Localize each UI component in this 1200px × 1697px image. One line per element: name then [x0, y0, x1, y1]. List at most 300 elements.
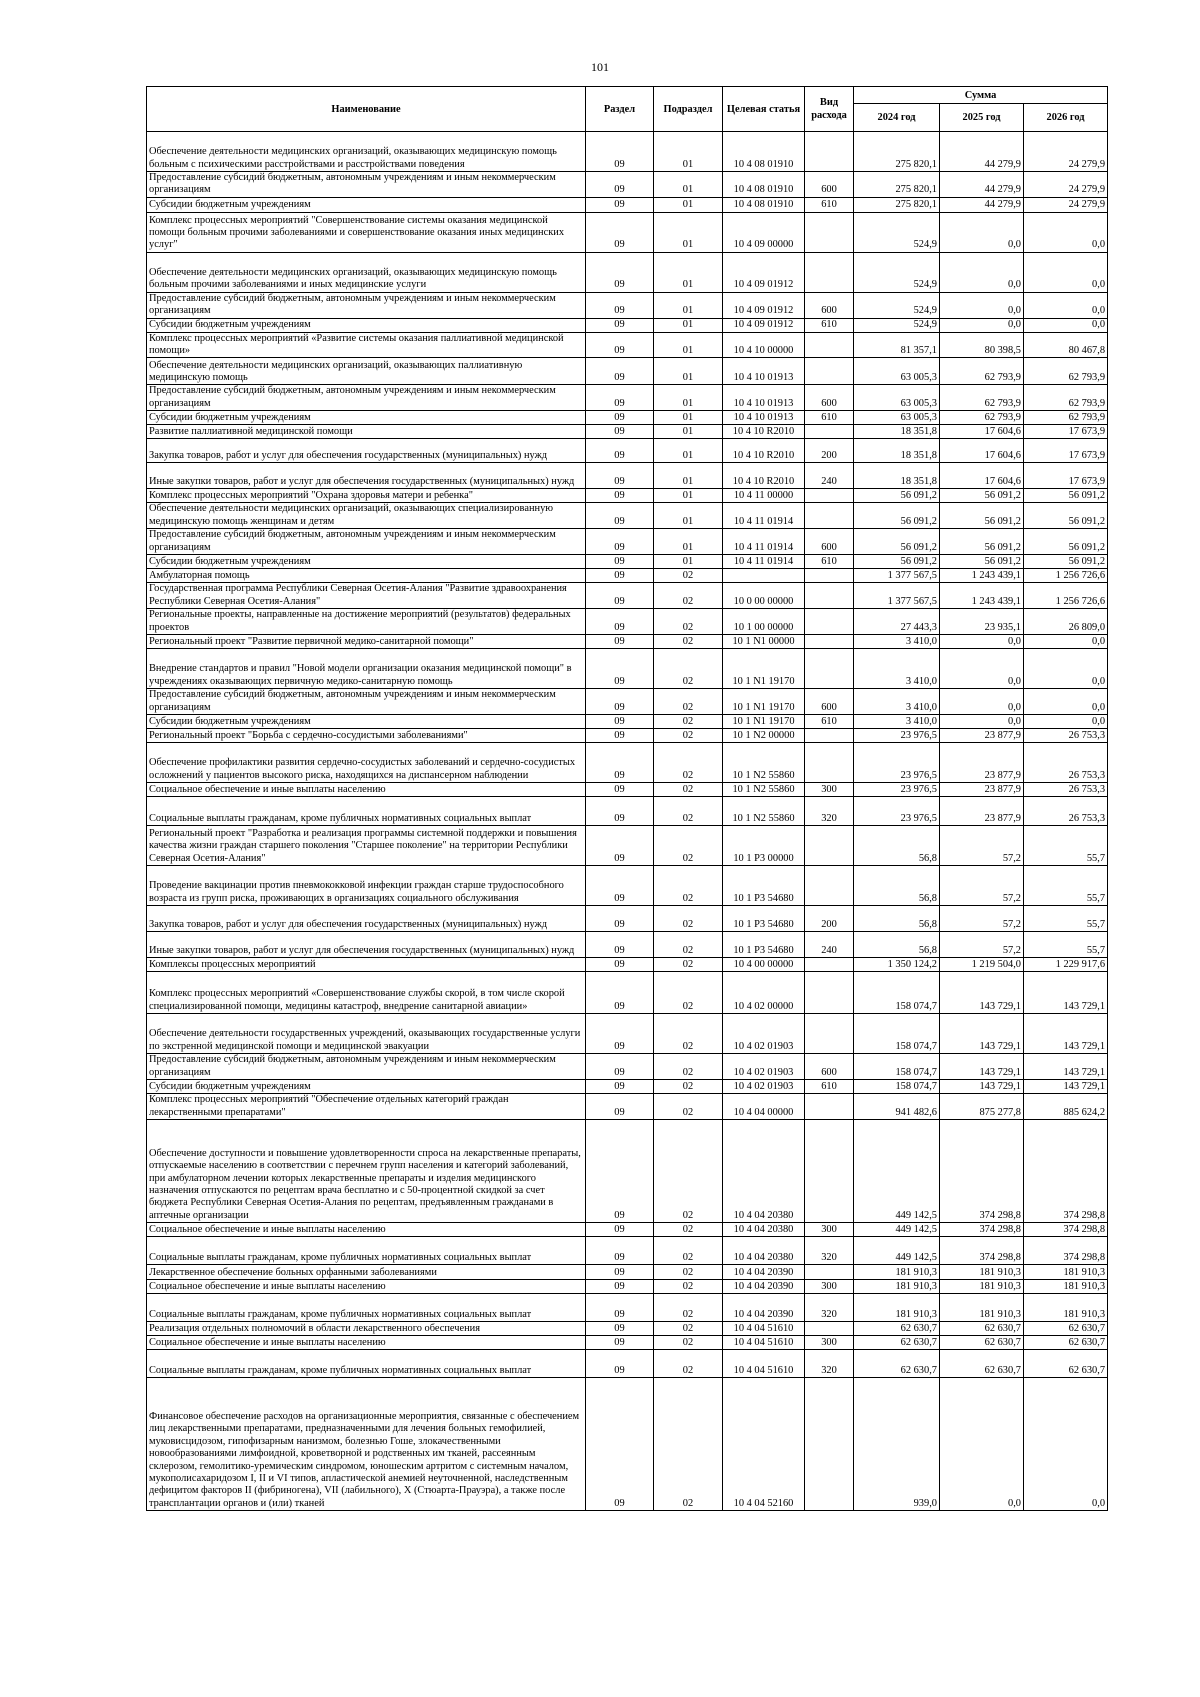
row-section: 09 [586, 332, 654, 358]
row-subsection: 01 [654, 172, 723, 198]
row-target-code: 10 4 11 01914 [723, 529, 805, 555]
row-sum-2024: 56,8 [854, 866, 940, 906]
row-sum-2026: 181 910,3 [1024, 1280, 1108, 1294]
row-sum-2024: 181 910,3 [854, 1265, 940, 1280]
row-sum-2025: 44 279,9 [940, 197, 1024, 212]
row-target-code: 10 1 P3 00000 [723, 826, 805, 866]
row-expense-type [805, 252, 854, 292]
row-sum-2025: 0,0 [940, 318, 1024, 332]
row-name: Социальное обеспечение и иные выплаты населению [147, 783, 586, 797]
row-subsection: 02 [654, 797, 723, 826]
row-section: 09 [586, 1237, 654, 1265]
row-sum-2025: 57,2 [940, 906, 1024, 932]
row-sum-2026: 17 673,9 [1024, 439, 1108, 463]
row-sum-2026: 0,0 [1024, 212, 1108, 252]
row-sum-2025: 0,0 [940, 689, 1024, 715]
row-sum-2026: 1 256 726,6 [1024, 583, 1108, 609]
row-section: 09 [586, 439, 654, 463]
row-name: Субсидии бюджетным учреждениям [147, 555, 586, 569]
row-subsection: 01 [654, 197, 723, 212]
row-sum-2026: 0,0 [1024, 292, 1108, 318]
row-sum-2026: 0,0 [1024, 318, 1108, 332]
row-section: 09 [586, 1265, 654, 1280]
row-name: Предоставление субсидий бюджетным, автономным учреждениям и иным некоммерческим организациям [147, 1054, 586, 1080]
row-section: 09 [586, 729, 654, 743]
row-subsection: 02 [654, 1080, 723, 1094]
row-sum-2026: 62 630,7 [1024, 1350, 1108, 1378]
row-name: Предоставление субсидий бюджетным, автономным учреждениям и иным некоммерческим организациям [147, 385, 586, 411]
row-sum-2026: 1 229 917,6 [1024, 958, 1108, 972]
row-sum-2026: 0,0 [1024, 649, 1108, 689]
row-sum-2025: 0,0 [940, 715, 1024, 729]
row-sum-2025: 17 604,6 [940, 439, 1024, 463]
row-section: 09 [586, 503, 654, 529]
row-expense-type [805, 1014, 854, 1054]
row-sum-2026: 143 729,1 [1024, 1014, 1108, 1054]
row-sum-2026: 0,0 [1024, 252, 1108, 292]
row-target-code: 10 1 P3 54680 [723, 866, 805, 906]
row-sum-2024: 63 005,3 [854, 411, 940, 425]
row-expense-type [805, 1322, 854, 1336]
row-expense-type [805, 826, 854, 866]
table-row [147, 635, 1108, 649]
table-row [147, 411, 1108, 425]
row-name: Региональный проект "Разработка и реализация программы системной поддержки и повышения качества жизни граждан старшего поколения "Старшее поколение" на территории Республики Северная Осетия-Алания" [147, 826, 586, 866]
row-sum-2026: 26 809,0 [1024, 609, 1108, 635]
col-header-2026: 2026 год [1024, 104, 1108, 132]
row-target-code [723, 569, 805, 583]
row-subsection: 01 [654, 503, 723, 529]
table-row [147, 569, 1108, 583]
row-subsection: 01 [654, 463, 723, 489]
row-name: Иные закупки товаров, работ и услуг для обеспечения государственных (муниципальных) нужд [147, 463, 586, 489]
row-sum-2025: 44 279,9 [940, 172, 1024, 198]
row-sum-2024: 3 410,0 [854, 689, 940, 715]
row-target-code: 10 4 02 01903 [723, 1080, 805, 1094]
row-expense-type: 320 [805, 1294, 854, 1322]
row-sum-2025: 62 793,9 [940, 385, 1024, 411]
row-sum-2024: 181 910,3 [854, 1280, 940, 1294]
row-target-code: 10 4 10 R2010 [723, 463, 805, 489]
row-section: 09 [586, 555, 654, 569]
row-target-code: 10 4 04 52160 [723, 1378, 805, 1511]
table-row [147, 972, 1108, 1014]
row-target-code: 10 1 N1 19170 [723, 689, 805, 715]
row-sum-2024: 524,9 [854, 252, 940, 292]
row-subsection: 01 [654, 439, 723, 463]
table-row [147, 1322, 1108, 1336]
table-row [147, 212, 1108, 252]
row-target-code: 10 4 10 R2010 [723, 425, 805, 439]
row-sum-2024: 158 074,7 [854, 1054, 940, 1080]
table-row [147, 555, 1108, 569]
row-sum-2024: 62 630,7 [854, 1336, 940, 1350]
row-expense-type: 300 [805, 1336, 854, 1350]
row-target-code: 10 1 N2 55860 [723, 797, 805, 826]
row-target-code: 10 4 04 20380 [723, 1237, 805, 1265]
row-subsection: 02 [654, 1350, 723, 1378]
row-expense-type [805, 425, 854, 439]
row-expense-type [805, 1094, 854, 1120]
row-sum-2024: 939,0 [854, 1378, 940, 1511]
row-target-code: 10 1 N2 55860 [723, 783, 805, 797]
row-sum-2024: 62 630,7 [854, 1350, 940, 1378]
row-target-code: 10 4 09 01912 [723, 318, 805, 332]
table-row [147, 1094, 1108, 1120]
row-sum-2024: 23 976,5 [854, 783, 940, 797]
table-row [147, 439, 1108, 463]
row-sum-2024: 524,9 [854, 318, 940, 332]
row-expense-type: 600 [805, 529, 854, 555]
row-sum-2024: 63 005,3 [854, 385, 940, 411]
row-subsection: 02 [654, 1223, 723, 1237]
table-row [147, 715, 1108, 729]
row-name: Социальные выплаты гражданам, кроме публичных нормативных социальных выплат [147, 1350, 586, 1378]
row-sum-2024: 23 976,5 [854, 743, 940, 783]
table-row [147, 503, 1108, 529]
table-row [147, 1336, 1108, 1350]
row-target-code: 10 4 08 01910 [723, 132, 805, 172]
row-target-code: 10 1 N1 19170 [723, 649, 805, 689]
table-row [147, 783, 1108, 797]
row-name: Обеспечение доступности и повышение удовлетворенности спроса на лекарственные препараты, отпускаемые населению в соответствии с перечнем групп населения и категорий заболеваний, при амбулаторном лечении которых лекарственные препараты и изделия медицинского назначения отпускаются по рецептам врача бесплатно и с 50-процентной скидкой за счет бюджета Республики Северная Осетия-Алания по рецептам, предъявленным гражданами в аптечные организации [147, 1120, 586, 1223]
row-sum-2025: 0,0 [940, 212, 1024, 252]
row-subsection: 01 [654, 252, 723, 292]
row-sum-2025: 181 910,3 [940, 1294, 1024, 1322]
row-expense-type: 200 [805, 906, 854, 932]
row-target-code: 10 4 08 01910 [723, 197, 805, 212]
row-section: 09 [586, 1080, 654, 1094]
table-row [147, 689, 1108, 715]
row-sum-2025: 374 298,8 [940, 1120, 1024, 1223]
row-name: Лекарственное обеспечение больных орфанными заболеваниями [147, 1265, 586, 1280]
row-sum-2025: 143 729,1 [940, 1080, 1024, 1094]
table-row [147, 1054, 1108, 1080]
row-target-code: 10 1 N2 55860 [723, 743, 805, 783]
row-section: 09 [586, 1350, 654, 1378]
row-sum-2026: 17 673,9 [1024, 425, 1108, 439]
row-name: Субсидии бюджетным учреждениям [147, 1080, 586, 1094]
row-subsection: 02 [654, 1120, 723, 1223]
row-sum-2024: 449 142,5 [854, 1237, 940, 1265]
row-expense-type [805, 743, 854, 783]
row-section: 09 [586, 743, 654, 783]
row-name: Социальные выплаты гражданам, кроме публичных нормативных социальных выплат [147, 1237, 586, 1265]
row-sum-2025: 1 219 504,0 [940, 958, 1024, 972]
table-row [147, 1223, 1108, 1237]
row-subsection: 02 [654, 1014, 723, 1054]
table-row [147, 649, 1108, 689]
row-expense-type [805, 866, 854, 906]
row-name: Обеспечение деятельности медицинских организаций, оказывающих медицинскую помощь больным с психическими расстройствами и расстройствами поведения [147, 132, 586, 172]
row-subsection: 02 [654, 1322, 723, 1336]
row-sum-2026: 55,7 [1024, 906, 1108, 932]
row-target-code: 10 1 N1 00000 [723, 635, 805, 649]
row-section: 09 [586, 906, 654, 932]
row-name: Региональный проект "Борьба с сердечно-сосудистыми заболеваниями" [147, 729, 586, 743]
row-expense-type: 300 [805, 1280, 854, 1294]
row-sum-2025: 56 091,2 [940, 529, 1024, 555]
row-name: Проведение вакцинации против пневмококковой инфекции граждан старше трудоспособного возраста из групп риска, проживающих в организациях социального обслуживания [147, 866, 586, 906]
row-target-code: 10 4 04 20390 [723, 1294, 805, 1322]
row-section: 09 [586, 318, 654, 332]
row-target-code: 10 4 04 20380 [723, 1120, 805, 1223]
row-sum-2026: 26 753,3 [1024, 729, 1108, 743]
row-subsection: 02 [654, 1054, 723, 1080]
row-sum-2024: 27 443,3 [854, 609, 940, 635]
row-name: Обеспечение деятельности государственных учреждений, оказывающих государственные услуги по экстренной медицинской помощи и медицинской эвакуации [147, 1014, 586, 1054]
row-name: Комплекс процессных мероприятий "Охрана здоровья матери и ребенка" [147, 489, 586, 503]
row-expense-type: 610 [805, 1080, 854, 1094]
row-sum-2026: 56 091,2 [1024, 529, 1108, 555]
row-target-code: 10 4 04 51610 [723, 1350, 805, 1378]
row-sum-2024: 524,9 [854, 212, 940, 252]
row-section: 09 [586, 1280, 654, 1294]
row-target-code: 10 4 10 00000 [723, 332, 805, 358]
row-target-code: 10 4 08 01910 [723, 172, 805, 198]
row-sum-2024: 56 091,2 [854, 555, 940, 569]
budget-table [146, 86, 1108, 1511]
row-name: Субсидии бюджетным учреждениям [147, 411, 586, 425]
table-row [147, 583, 1108, 609]
table-row [147, 743, 1108, 783]
row-subsection: 02 [654, 866, 723, 906]
row-subsection: 02 [654, 906, 723, 932]
row-sum-2025: 181 910,3 [940, 1265, 1024, 1280]
row-sum-2024: 81 357,1 [854, 332, 940, 358]
row-section: 09 [586, 583, 654, 609]
row-sum-2024: 158 074,7 [854, 1080, 940, 1094]
row-sum-2026: 24 279,9 [1024, 132, 1108, 172]
row-section: 09 [586, 635, 654, 649]
table-row [147, 932, 1108, 958]
row-sum-2025: 0,0 [940, 1378, 1024, 1511]
row-subsection: 01 [654, 292, 723, 318]
row-subsection: 01 [654, 555, 723, 569]
table-row [147, 385, 1108, 411]
row-sum-2024: 158 074,7 [854, 972, 940, 1014]
row-sum-2025: 143 729,1 [940, 1014, 1024, 1054]
row-section: 09 [586, 1322, 654, 1336]
row-sum-2026: 24 279,9 [1024, 172, 1108, 198]
row-sum-2025: 23 877,9 [940, 783, 1024, 797]
row-sum-2026: 55,7 [1024, 866, 1108, 906]
table-row [147, 463, 1108, 489]
row-sum-2024: 275 820,1 [854, 172, 940, 198]
row-sum-2026: 26 753,3 [1024, 743, 1108, 783]
row-expense-type: 240 [805, 463, 854, 489]
row-subsection: 02 [654, 1294, 723, 1322]
row-expense-type [805, 132, 854, 172]
row-target-code: 10 4 00 00000 [723, 958, 805, 972]
row-expense-type [805, 332, 854, 358]
row-subsection: 02 [654, 826, 723, 866]
row-subsection: 01 [654, 318, 723, 332]
row-sum-2024: 23 976,5 [854, 729, 940, 743]
row-expense-type: 610 [805, 715, 854, 729]
row-target-code: 10 1 00 00000 [723, 609, 805, 635]
row-subsection: 02 [654, 609, 723, 635]
row-subsection: 02 [654, 583, 723, 609]
row-sum-2024: 18 351,8 [854, 439, 940, 463]
row-sum-2024: 181 910,3 [854, 1294, 940, 1322]
row-name: Социальное обеспечение и иные выплаты населению [147, 1223, 586, 1237]
row-subsection: 02 [654, 1237, 723, 1265]
row-sum-2024: 449 142,5 [854, 1120, 940, 1223]
row-name: Региональные проекты, направленные на достижение мероприятий (результатов) федеральных проектов [147, 609, 586, 635]
row-expense-type [805, 1378, 854, 1511]
table-row [147, 866, 1108, 906]
row-expense-type [805, 212, 854, 252]
row-sum-2025: 56 091,2 [940, 503, 1024, 529]
row-target-code: 10 4 02 01903 [723, 1014, 805, 1054]
table-row [147, 1265, 1108, 1280]
row-name: Иные закупки товаров, работ и услуг для обеспечения государственных (муниципальных) нужд [147, 932, 586, 958]
row-expense-type [805, 583, 854, 609]
row-name: Обеспечение деятельности медицинских организаций, оказывающих медицинскую помощь больным прочими заболеваниями и иных медицинские услуги [147, 252, 586, 292]
row-sum-2025: 374 298,8 [940, 1223, 1024, 1237]
row-expense-type [805, 609, 854, 635]
table-body [147, 132, 1108, 1511]
row-subsection: 02 [654, 1265, 723, 1280]
row-sum-2026: 62 793,9 [1024, 385, 1108, 411]
row-sum-2025: 143 729,1 [940, 972, 1024, 1014]
table-row [147, 172, 1108, 198]
row-section: 09 [586, 715, 654, 729]
row-sum-2026: 55,7 [1024, 932, 1108, 958]
table-row [147, 292, 1108, 318]
row-sum-2025: 62 630,7 [940, 1350, 1024, 1378]
row-subsection: 02 [654, 1336, 723, 1350]
row-name: Закупка товаров, работ и услуг для обеспечения государственных (муниципальных) нужд [147, 439, 586, 463]
row-target-code: 10 4 10 01913 [723, 358, 805, 385]
row-expense-type [805, 729, 854, 743]
table-row [147, 197, 1108, 212]
row-name: Развитие паллиативной медицинской помощи [147, 425, 586, 439]
row-expense-type: 610 [805, 555, 854, 569]
row-section: 09 [586, 358, 654, 385]
row-sum-2024: 3 410,0 [854, 635, 940, 649]
row-subsection: 02 [654, 1280, 723, 1294]
row-target-code: 10 4 04 20380 [723, 1223, 805, 1237]
row-target-code: 10 4 10 01913 [723, 385, 805, 411]
row-expense-type: 610 [805, 411, 854, 425]
row-sum-2025: 23 877,9 [940, 797, 1024, 826]
row-subsection: 01 [654, 385, 723, 411]
row-sum-2026: 0,0 [1024, 689, 1108, 715]
row-expense-type: 600 [805, 1054, 854, 1080]
row-name: Социальное обеспечение и иные выплаты населению [147, 1336, 586, 1350]
page-number: 101 [591, 60, 609, 74]
row-sum-2024: 1 377 567,5 [854, 569, 940, 583]
row-section: 09 [586, 489, 654, 503]
row-sum-2024: 56 091,2 [854, 489, 940, 503]
row-target-code: 10 4 11 01914 [723, 503, 805, 529]
row-section: 09 [586, 411, 654, 425]
row-name: Комплексы процессных мероприятий [147, 958, 586, 972]
row-subsection: 01 [654, 358, 723, 385]
row-sum-2025: 374 298,8 [940, 1237, 1024, 1265]
table-row [147, 1350, 1108, 1378]
row-sum-2026: 374 298,8 [1024, 1223, 1108, 1237]
row-subsection: 02 [654, 932, 723, 958]
row-sum-2025: 62 630,7 [940, 1322, 1024, 1336]
col-header-2024: 2024 год [854, 104, 940, 132]
row-expense-type: 320 [805, 797, 854, 826]
row-sum-2024: 62 630,7 [854, 1322, 940, 1336]
row-sum-2024: 23 976,5 [854, 797, 940, 826]
row-sum-2026: 62 793,9 [1024, 358, 1108, 385]
row-section: 09 [586, 425, 654, 439]
row-expense-type: 200 [805, 439, 854, 463]
row-expense-type [805, 958, 854, 972]
row-target-code: 10 4 04 51610 [723, 1322, 805, 1336]
row-expense-type [805, 489, 854, 503]
row-sum-2025: 875 277,8 [940, 1094, 1024, 1120]
row-expense-type: 320 [805, 1350, 854, 1378]
row-section: 09 [586, 292, 654, 318]
row-subsection: 01 [654, 332, 723, 358]
row-section: 09 [586, 1378, 654, 1511]
row-sum-2026: 17 673,9 [1024, 463, 1108, 489]
row-expense-type [805, 649, 854, 689]
col-header-target: Целевая статья [723, 87, 805, 132]
row-sum-2026: 56 091,2 [1024, 503, 1108, 529]
row-sum-2025: 44 279,9 [940, 132, 1024, 172]
row-name: Региональный проект "Развитие первичной медико-санитарной помощи" [147, 635, 586, 649]
table-row [147, 1378, 1108, 1511]
row-sum-2025: 57,2 [940, 932, 1024, 958]
row-name: Субсидии бюджетным учреждениям [147, 715, 586, 729]
row-target-code: 10 0 00 00000 [723, 583, 805, 609]
row-sum-2026: 62 630,7 [1024, 1322, 1108, 1336]
row-subsection: 02 [654, 729, 723, 743]
table-row [147, 1120, 1108, 1223]
row-section: 09 [586, 932, 654, 958]
row-section: 09 [586, 1336, 654, 1350]
row-subsection: 02 [654, 1094, 723, 1120]
row-section: 09 [586, 569, 654, 583]
row-expense-type: 300 [805, 1223, 854, 1237]
row-subsection: 01 [654, 212, 723, 252]
row-target-code: 10 1 P3 54680 [723, 906, 805, 932]
row-sum-2025: 62 793,9 [940, 411, 1024, 425]
row-expense-type [805, 358, 854, 385]
row-section: 09 [586, 1054, 654, 1080]
row-sum-2025: 143 729,1 [940, 1054, 1024, 1080]
row-sum-2024: 56,8 [854, 932, 940, 958]
row-subsection: 02 [654, 1378, 723, 1511]
row-section: 09 [586, 609, 654, 635]
row-sum-2024: 56,8 [854, 906, 940, 932]
row-sum-2025: 57,2 [940, 866, 1024, 906]
col-header-section: Раздел [586, 87, 654, 132]
row-subsection: 02 [654, 715, 723, 729]
row-name: Субсидии бюджетным учреждениям [147, 318, 586, 332]
table-row [147, 797, 1108, 826]
row-sum-2026: 24 279,9 [1024, 197, 1108, 212]
row-sum-2026: 0,0 [1024, 635, 1108, 649]
row-sum-2026: 56 091,2 [1024, 555, 1108, 569]
row-name: Государственная программа Республики Северная Осетия-Алания "Развитие здравоохранения Республики Северная Осетия-Алания" [147, 583, 586, 609]
row-subsection: 02 [654, 743, 723, 783]
table-row [147, 132, 1108, 172]
row-sum-2026: 62 793,9 [1024, 411, 1108, 425]
row-sum-2024: 158 074,7 [854, 1014, 940, 1054]
row-sum-2026: 1 256 726,6 [1024, 569, 1108, 583]
row-sum-2026: 26 753,3 [1024, 797, 1108, 826]
row-sum-2025: 1 243 439,1 [940, 583, 1024, 609]
